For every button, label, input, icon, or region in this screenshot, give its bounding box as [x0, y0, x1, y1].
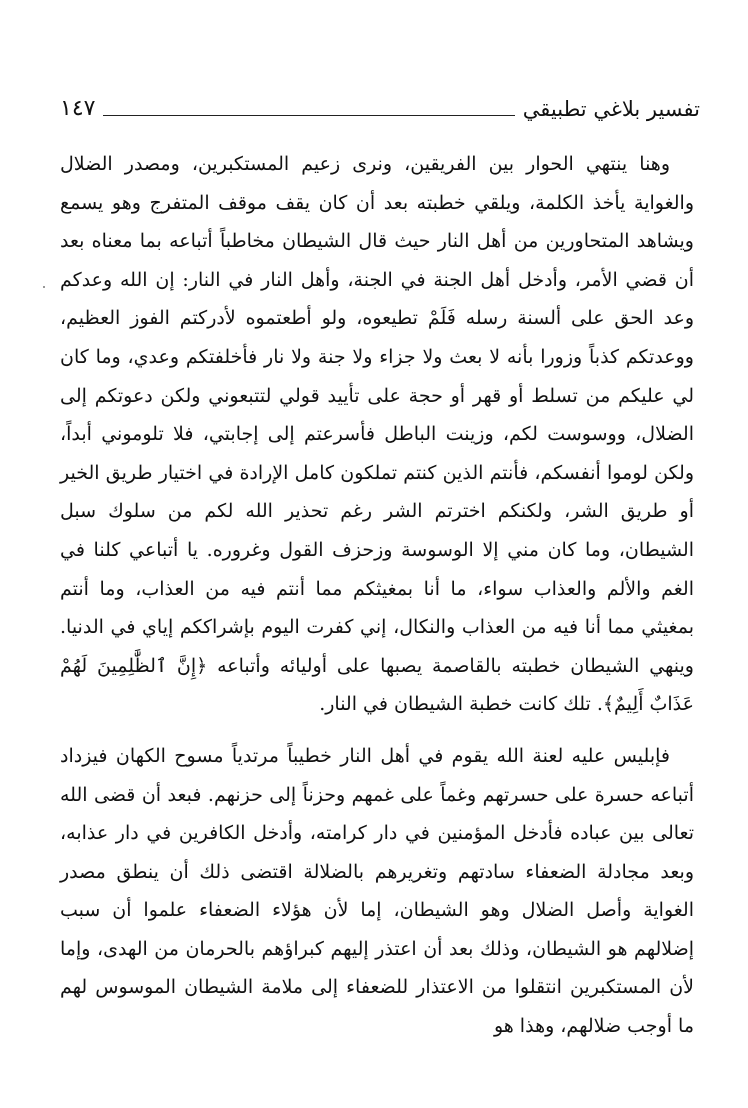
header-rule: [103, 115, 514, 116]
paragraph-text: وهنا ينتهي الحوار بين الفريقين، ونرى زعيم المستكبرين، ومصدر الضلال والغواية يأخذ الكلمة، ويلقي خطبته بعد أن كان يقف موقف المتفرج وهو يسمع ويشاهد المتحاورين من أهل النار حيث قال الشيطان مخاطباً أتباعه بما معناه بعد أن قضي الأمر، وأدخل أهل الجنة في الجنة، وأهل النار في النار: إن الله وعدكم وعد الحق على ألسنة رسله فَلَمْ تطيعوه، ولو أطعتموه لأدركتم الفوز العظيم، ووعدتكم كذباً وزورا بأنه لا بعث ولا جزاء ولا جنة ولا نار فأخلفتكم وعدي، وما كان لي عليكم من تسلط أو قهر أو حجة على تأييد قولي لتتبعوني ولكن دعوتكم إلى الضلال، ووسوست لكم، وزينت الباطل فأسرعتم إلى إجابتي، فلا تلوموني أبداً، ولكن لوموا أنفسكم، فأنتم الذين كنتم تملكون كامل الإرادة في اختيار طريق الخير أو طريق الشر، ولكنكم اخترتم الشر رغم تحذير الله لكم من سلوك سبل الشيطان، وما كان مني إلا الوسوسة وزحزف القول وغروره. يا أتباعي كلنا في الغم والألم والعذاب سواء، ما أنا بمغيثكم مما أنتم فيه من العذاب، وما أنتم بمغيثي مما أنا فيه من العذاب والنكال، إني كفرت اليوم بإشراككم إياي في الدنيا. وينهي الشيطان خطبته بالقاصمة يصبها على أوليائه وأتباعه: [60, 153, 694, 677]
page-header: [60, 86, 700, 122]
running-title: تفسير بلاغي تطبيقي: [522, 97, 700, 121]
margin-dot: [43, 286, 45, 288]
quran-verse: ﴿إِنَّ ٱلظَّٰلِمِينَ لَهُمْ عَذَابٌ أَلِيمٌ﴾: [60, 654, 694, 716]
body-text: [60, 145, 694, 1046]
paragraph: [60, 145, 694, 724]
paragraph: فإبليس عليه لعنة الله يقوم في أهل النار خطيباً مرتدياً مسوح الكهان فيزداد أتباعه حسرة على حسرتهم وغماً على غمهم وحزناً إلى حزنهم. فبعد أن قضى الله تعالى بين عباده فأدخل المؤمنين في دار كرامته، وأدخل الكافرين في دار عذابه، وبعد مجادلة الضعفاء سادتهم وتغريرهم بالضلالة اقتضى ذلك أن ينطق مصدر الغواية وأصل الضلال وهو الشيطان، إما لأن هؤلاء الضعفاء علموا أن سبب إضلالهم هو الشيطان، وذلك بعد أن اعتذر إليهم كبراؤهم بالحرمان من الهدى، وإما لأن المستكبرين انتقلوا من الاعتذار للضعفاء إلى ملامة الشيطان الموسوس لهم ما أوجب ضلالهم، وهذا هو: [60, 744, 694, 1038]
paragraph-text: . تلك كانت خطبة الشيطان في النار.: [319, 693, 603, 716]
page-number: ١٤٧: [60, 96, 96, 121]
